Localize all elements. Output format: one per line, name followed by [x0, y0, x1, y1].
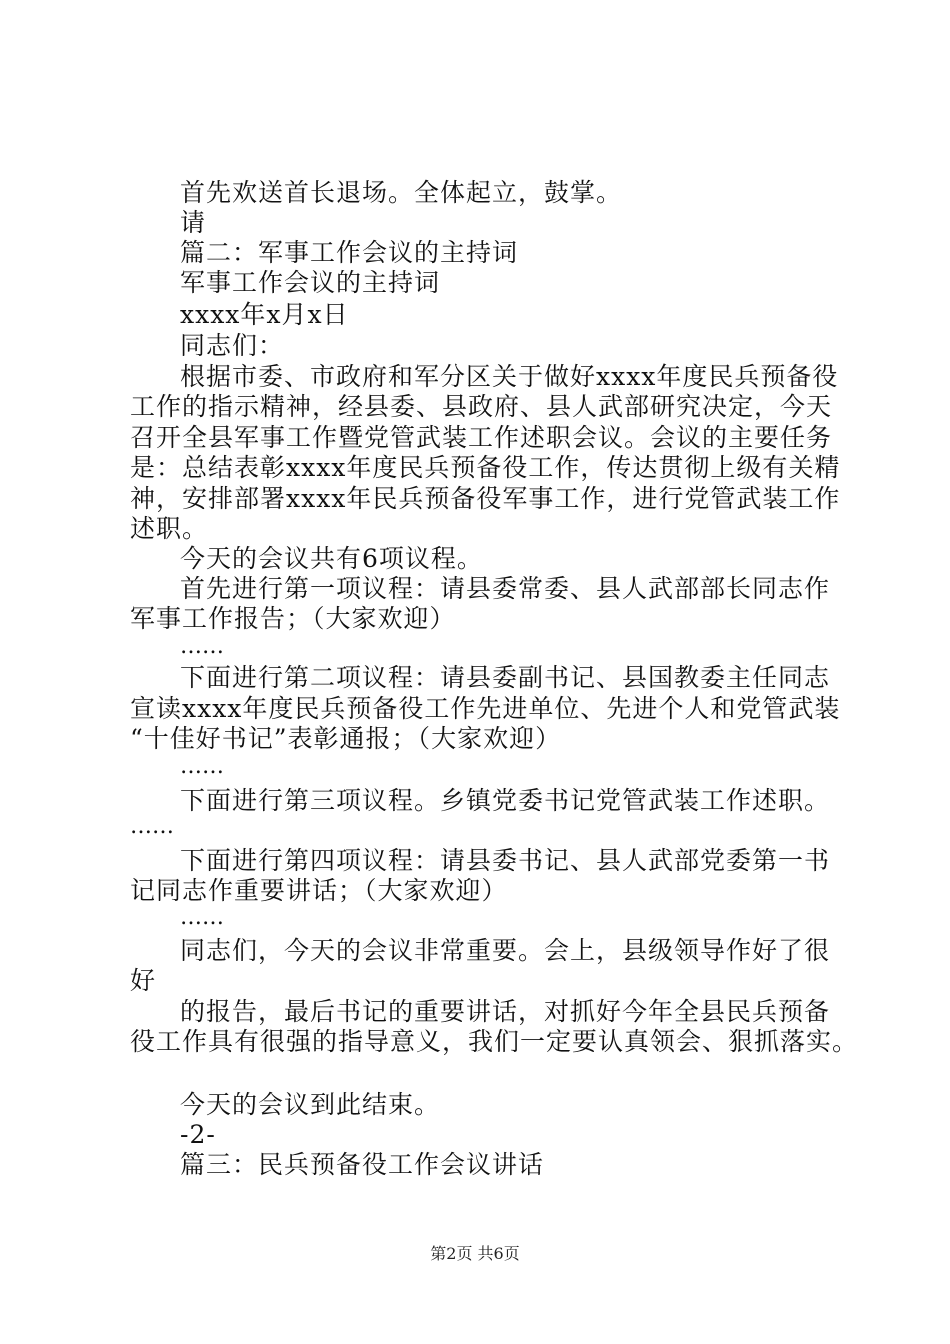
text-line: 工作的指示精神，经县委、县政府、县人武部研究决定，今天	[130, 392, 833, 421]
text-line: 好	[130, 966, 157, 995]
ellipsis: ……	[130, 814, 174, 839]
text-line: 首先进行第一项议程：请县委常委、县人武部部长同志作	[180, 574, 831, 603]
text-line: 同志们，今天的会议非常重要。会上，县级领导作好了很	[180, 936, 831, 965]
page-footer: 第2页 共6页	[430, 1244, 520, 1263]
text-line: 请	[180, 208, 207, 237]
text-line: 宣读xxxx年度民兵预备役工作先进单位、先进个人和党管武装	[130, 694, 841, 723]
ellipsis: ……	[180, 905, 224, 930]
text-line: 役工作具有很强的指导意义，我们一定要认真领会、狠抓落实。	[130, 1027, 859, 1056]
page-marker: -2-	[180, 1120, 216, 1149]
text-line: 首先欢送首长退场。全体起立，鼓掌。	[180, 178, 623, 207]
text-line: 述职。	[130, 514, 209, 543]
section-heading: 篇二：军事工作会议的主持词	[180, 238, 519, 267]
text-line: 神，安排部署xxxx年民兵预备役军事工作，进行党管武装工作	[130, 484, 841, 513]
date-line: xxxx年x月x日	[180, 300, 349, 329]
text-line: 根据市委、市政府和军分区关于做好xxxx年度民兵预备役	[180, 362, 839, 391]
text-line: 下面进行第三项议程。乡镇党委书记党管武装工作述职。	[180, 786, 831, 815]
text-line: 下面进行第二项议程：请县委副书记、县国教委主任同志	[180, 663, 831, 692]
text-line: “十佳好书记”表彰通报；（大家欢迎）	[130, 724, 562, 753]
text-line: 军事工作报告；（大家欢迎）	[130, 604, 456, 633]
salutation: 同志们：	[180, 331, 285, 360]
ellipsis: ……	[180, 754, 224, 779]
document-title: 军事工作会议的主持词	[180, 268, 441, 297]
section-heading: 篇三：民兵预备役工作会议讲话	[180, 1150, 545, 1179]
text-line: 召开全县军事工作暨党管武装工作述职会议。会议的主要任务	[130, 423, 833, 452]
text-line: 今天的会议共有6项议程。	[180, 544, 483, 573]
text-line: 今天的会议到此结束。	[180, 1090, 441, 1119]
text-line: 的报告，最后书记的重要讲话，对抓好今年全县民兵预备	[180, 997, 831, 1026]
text-line: 下面进行第四项议程：请县委书记、县人武部党委第一书	[180, 846, 831, 875]
text-line: 是：总结表彰xxxx年度民兵预备役工作，传达贯彻上级有关精	[130, 453, 841, 482]
text-line: 记同志作重要讲话；（大家欢迎）	[130, 876, 508, 905]
ellipsis: ……	[180, 634, 224, 659]
